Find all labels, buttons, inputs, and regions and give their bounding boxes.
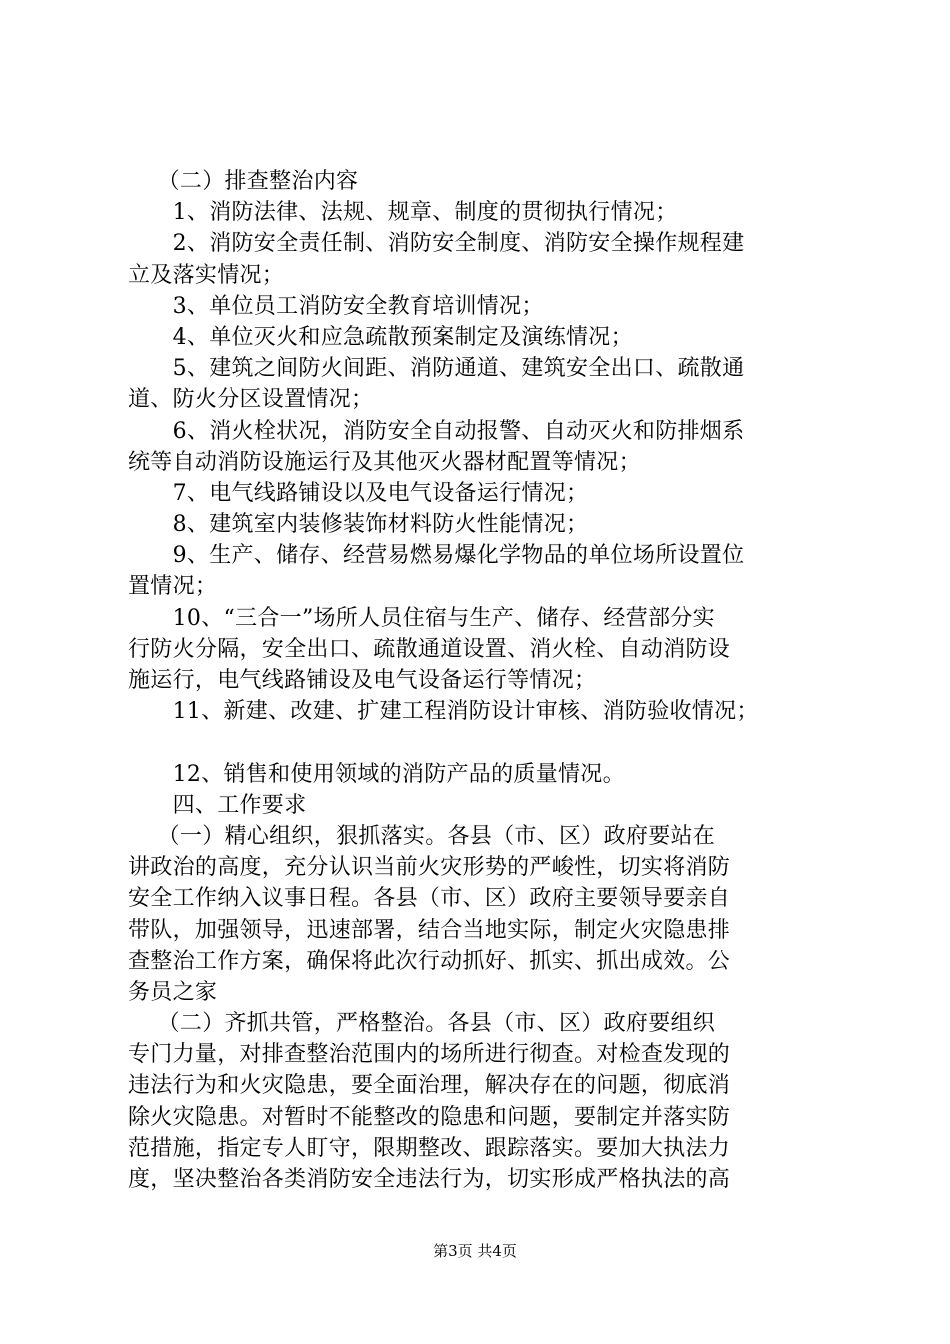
text-line: 6、消火栓状况，消防安全自动报警、自动灭火和防排烟系 [128,418,745,444]
text-line: 统等自动消防设施运行及其他灭火器材配置等情况； [128,449,641,475]
text-line: 行防火分隔，安全出口、疏散通道设置、消火栓、自动消防设 [128,636,731,662]
text-line: 带队，加强领导，迅速部署，结合当地实际，制定火灾隐患排 [128,917,731,943]
text-line: 9、生产、储存、经营易燃易爆化学物品的单位场所设置位 [128,543,745,569]
text-line: （二）齐抓共管，严格整治。各县（市、区）政府要组织 [128,1011,716,1037]
text-line: 12、销售和使用领域的消防产品的质量情况。 [128,761,625,787]
text-line: （一）精心组织，狠抓落实。各县（市、区）政府要站在 [128,823,716,849]
document-body [128,166,834,1195]
text-line: 施运行，电气线路铺设及电气设备运行等情况； [128,668,597,693]
text-line: 范措施，指定专人盯守，限期整改、跟踪落实。要加大执法力 [128,1135,731,1161]
text-line: 4、单位灭火和应急疏散预案制定及演练情况； [128,324,633,350]
text-line: 立及落实情况； [128,262,285,288]
text-line: 讲政治的高度，充分认识当前火灾形势的严峻性，切实将消防 [128,855,731,881]
text-line: 1、消防法律、法规、规章、制度的贯彻执行情况； [128,200,678,226]
text-line: 除火灾隐患。对暂时不能整改的隐患和问题，要制定并落实防 [128,1104,731,1130]
text-line: 5、建筑之间防火间距、消防通道、建筑安全出口、疏散通 [128,356,745,382]
text-line: （二）排查整治内容 [128,169,359,194]
text-line: 10、“三合一”场所人员住宿与生产、储存、经营部分实 [128,605,715,631]
text-line: 置情况； [128,574,218,600]
text-line: 7、电气线路铺设以及电气设备运行情况； [128,480,589,506]
text-line: 四、工作要求 [128,792,307,818]
blank-line [128,727,834,758]
text-line: 查整治工作方案，确保将此次行动抓好、抓实、抓出成效。公 [128,948,731,974]
text-line: 11、新建、改建、扩建工程消防设计审核、消防验收情况； [128,699,759,725]
text-line: 2、消防安全责任制、消防安全制度、消防安全操作规程建 [128,231,745,257]
text-line: 专门力量，对排查整治范围内的场所进行彻查。对检查发现的 [128,1042,731,1068]
text-line: 安全工作纳入议事日程。各县（市、区）政府主要领导要亲自 [128,886,731,912]
text-line: 违法行为和火灾隐患，要全面治理，解决存在的问题，彻底消 [128,1073,731,1099]
text-line: 道、防火分区设置情况； [128,387,374,413]
page-footer: 第3页 共4页 [433,1242,517,1260]
text-line: 3、单位员工消防安全教育培训情况； [128,293,544,319]
text-line: 8、建筑室内装修装饰材料防火性能情况； [128,512,589,538]
text-line: 务员之家 [128,979,218,1005]
text-line: 度，坚决整治各类消防安全违法行为，切实形成严格执法的高 [128,1167,731,1192]
